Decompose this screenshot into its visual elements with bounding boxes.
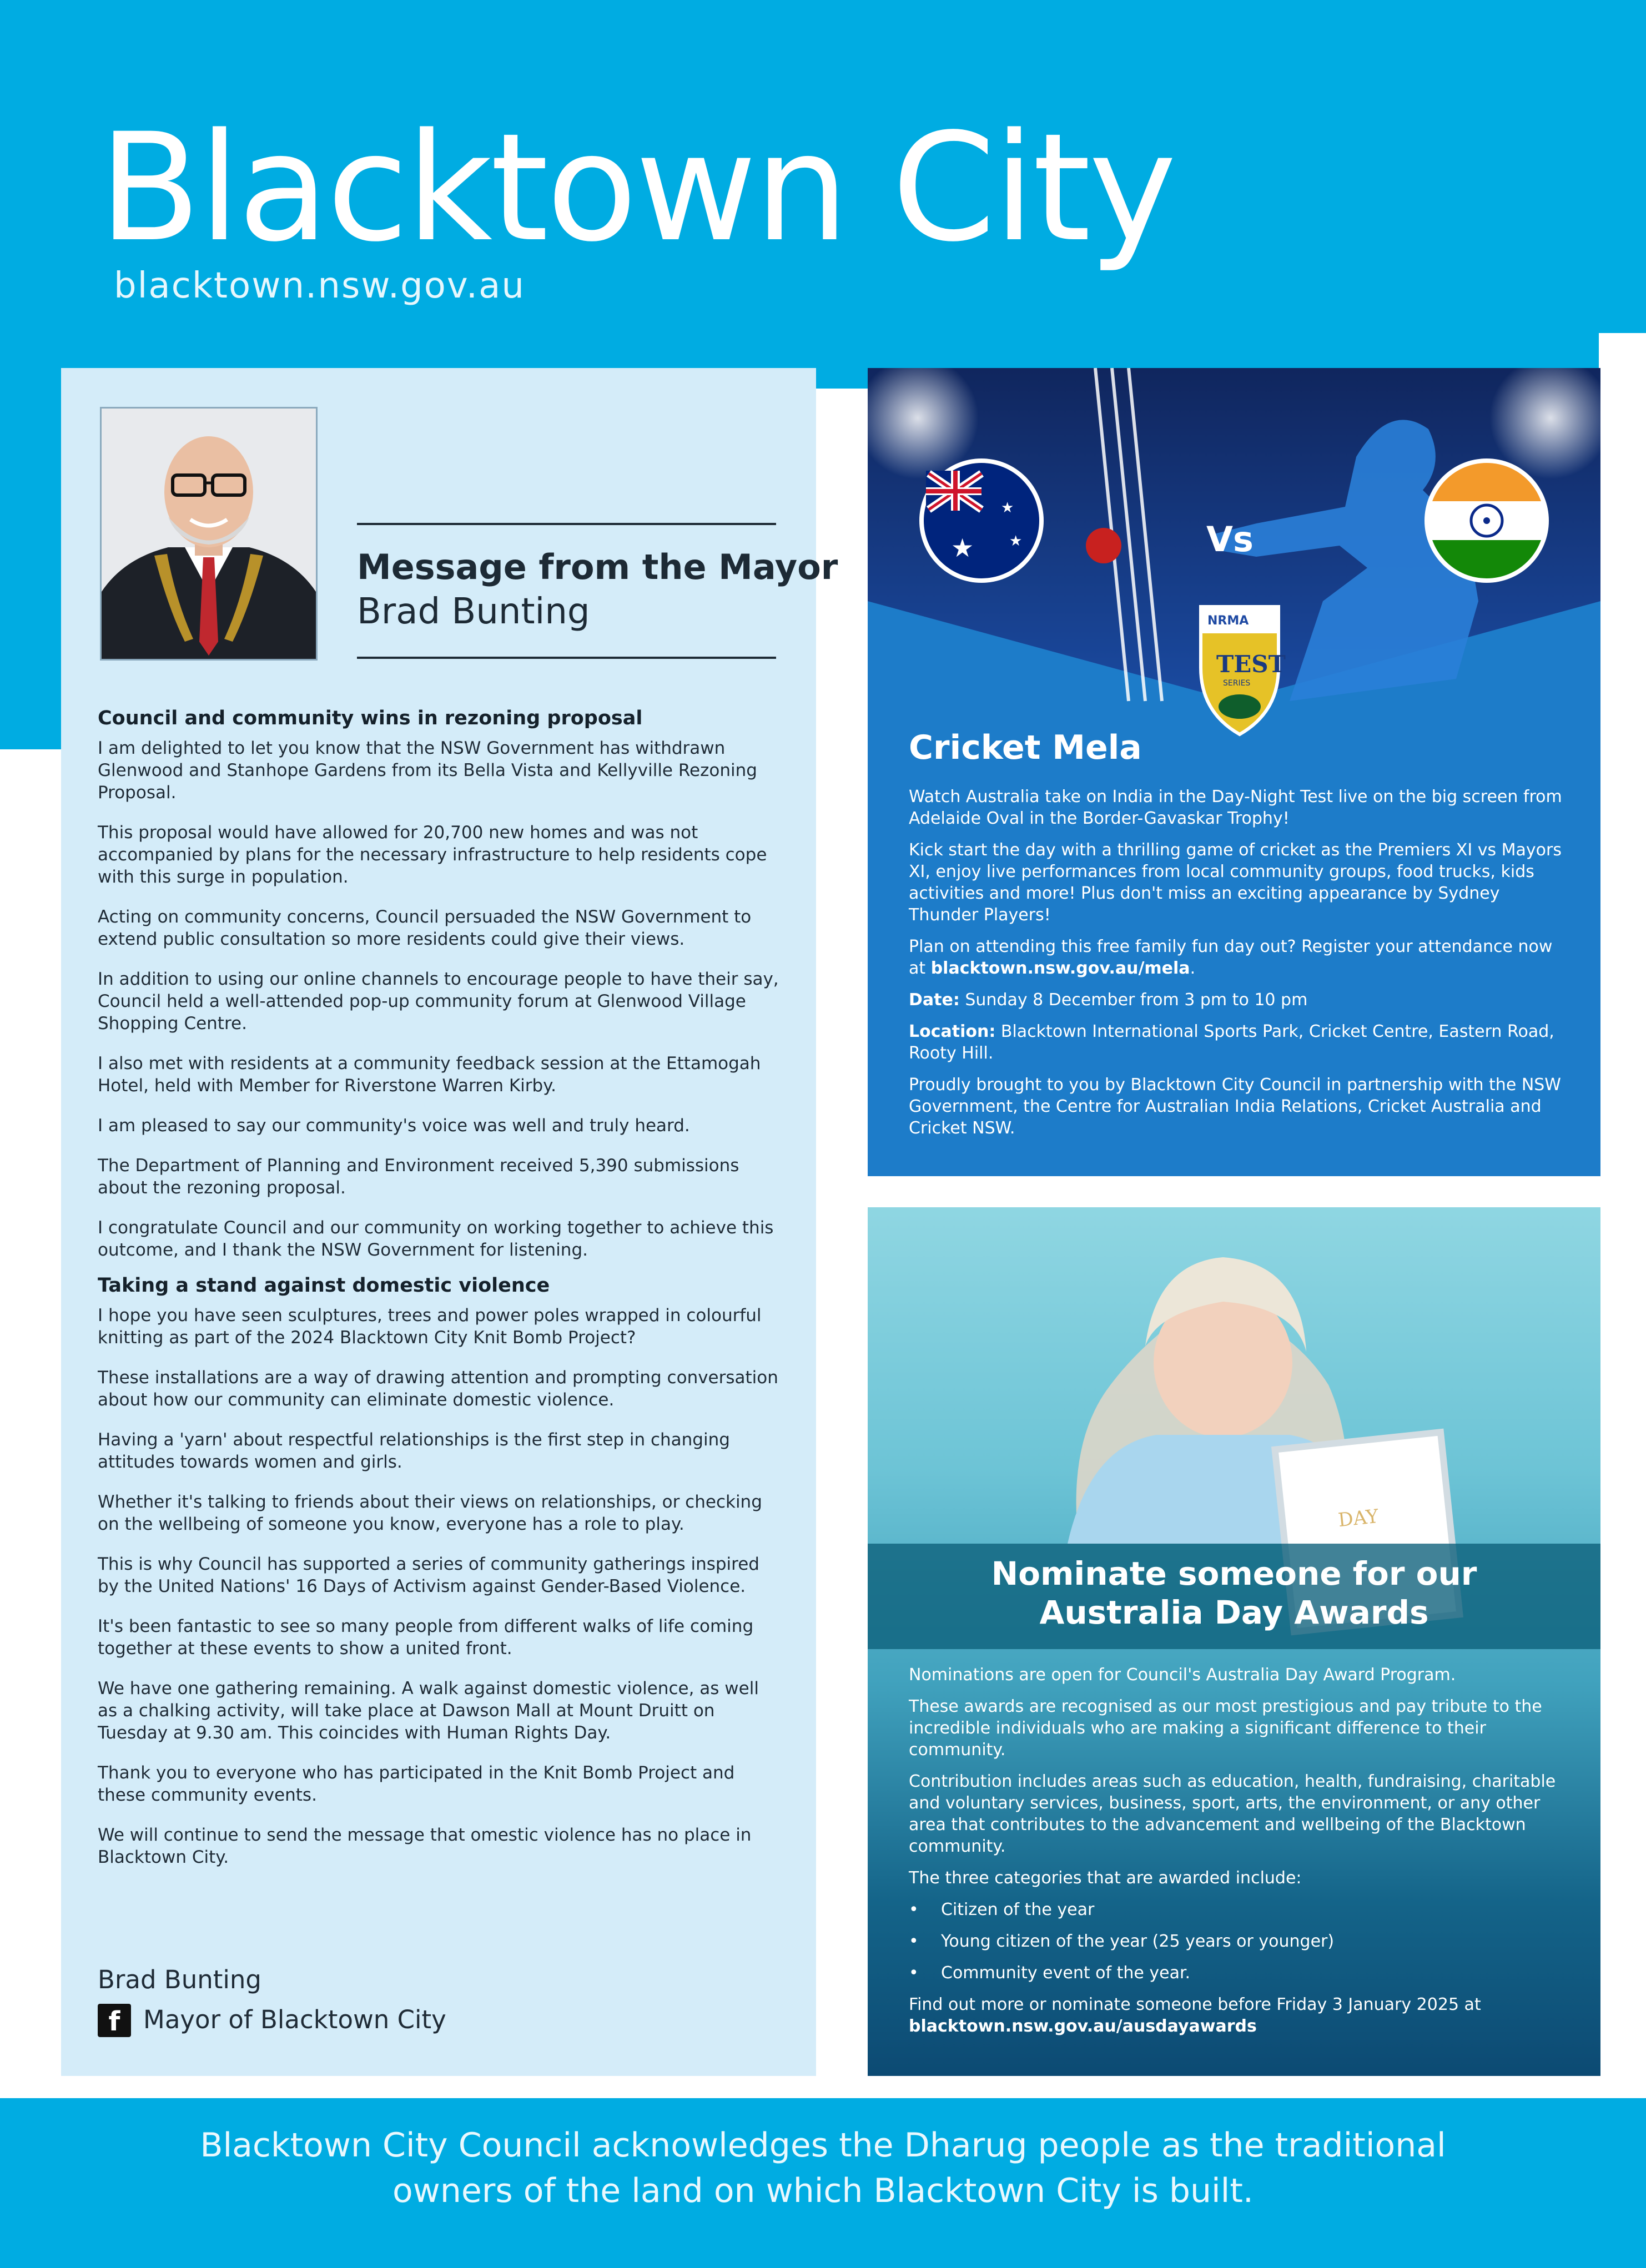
paragraph: In addition to using our online channels to encourage people to have their say, Council held a well-attended pop-up community forum at Glenwood Village Shopping Centre. [98, 969, 779, 1034]
facebook-icon[interactable]: f [98, 2004, 131, 2037]
paragraph: Whether it's talking to friends about their views on relationships, or checking on the wellbeing of someone you know, everyone has a role to play. [98, 1492, 762, 1534]
cricket-paragraph: Kick start the day with a thrilling game of cricket as the Premiers XI vs Mayors XI, enjoy live performances from local community groups, food trucks, kids activities and more! Plus don't miss an exciting appearance by Sydney Thunder Players! [909, 840, 1562, 925]
cricket-mela-title: Cricket Mela [909, 728, 1142, 767]
list-item: • Community event of the year. [909, 1962, 1569, 1984]
location-label: Location: [909, 1022, 996, 1041]
awards-paragraph: The three categories that are awarded include: [909, 1868, 1302, 1888]
svg-text:★: ★ [951, 533, 974, 563]
paragraph: I also met with residents at a community feedback session at the Ettamogah Hotel, held with Member for Riverstone Warren Kirby. [98, 1054, 761, 1096]
acknowledgement-of-country [111, 2123, 1535, 2214]
heading-bottom-rule [357, 657, 776, 659]
cricket-paragraph: Watch Australia take on India in the Day-Night Test live on the big screen from Adelaide Oval in the Border-Gavaskar Trophy! [909, 787, 1562, 828]
paragraph: This is why Council has supported a series of community gatherings inspired by the United Nations' 16 Days of Activism against Gender-Based Violence. [98, 1554, 759, 1596]
paragraph: The Department of Planning and Environment received 5,390 submissions about the rezoning proposal. [98, 1156, 739, 1198]
paragraph: These installations are a way of drawing attention and prompting conversation about how our community can eliminate domestic violence. [98, 1368, 778, 1410]
svg-text:TEST: TEST [1216, 651, 1286, 678]
cricket-partner-paragraph: Proudly brought to you by Blacktown City Council in partnership with the NSW Government, the Centre for Australian India Relations, Cricket Australia and Cricket NSW. [909, 1075, 1561, 1138]
facebook-page-link[interactable]: Mayor of Blacktown City [143, 2005, 446, 2034]
paragraph: Acting on community concerns, Council persuaded the NSW Government to extend public consultation so more residents could give their views. [98, 907, 752, 949]
section-heading-domestic-violence: Taking a stand against domestic violence [98, 1274, 550, 1297]
paragraph: Thank you to everyone who has participated in the Knit Bomb Project and these community events. [98, 1763, 735, 1805]
paragraph: It's been fantastic to see so many people from different walks of life coming together at these events to show a united front. [98, 1616, 754, 1659]
register-text: Plan on attending this free family fun day out? Register your attendance now at [909, 937, 1553, 978]
paragraph: Having a 'yarn' about respectful relationships is the first step in changing attitudes towards women and girls. [98, 1430, 730, 1472]
page-title: Blacktown City [99, 102, 1175, 275]
heading-top-rule [357, 523, 776, 525]
mayor-message-heading: Message from the Mayor [357, 547, 838, 587]
awards-paragraph: Nominations are open for Council's Australia Day Award Program. [909, 1665, 1456, 1685]
paragraph: I congratulate Council and our community on working together to achieve this outcome, and I thank the NSW Government for listening. [98, 1218, 774, 1260]
cricket-date [909, 989, 1564, 1011]
awards-heading-line: Nominate someone for our [991, 1555, 1477, 1592]
date-value: Sunday 8 December from 3 pm to 10 pm [965, 990, 1308, 1010]
signature-name: Brad Bunting [98, 1965, 261, 1994]
mayor-name: Brad Bunting [357, 591, 590, 632]
list-item: • Young citizen of the year (25 years or younger) [909, 1931, 1569, 1952]
paragraph: This proposal would have allowed for 20,700 new homes and was not accompanied by plans for the necessary infrastructure to help residents cope with this surge in population. [98, 823, 767, 887]
svg-text:★: ★ [1009, 533, 1023, 550]
list-item: • Citizen of the year [909, 1899, 1569, 1921]
paragraph: I am pleased to say our community's voice was well and truly heard. [98, 1116, 690, 1136]
website-url[interactable]: blacktown.nsw.gov.au [114, 265, 525, 306]
svg-text:★: ★ [1001, 500, 1014, 516]
cricket-location [909, 1021, 1564, 1064]
australia-flag-icon [919, 458, 1044, 583]
mayor-portrait [100, 407, 318, 661]
paragraph: I am delighted to let you know that the NSW Government has withdrawn Glenwood and Stanhope Gardens from its Bella Vista and Kellyville Rezoning Proposal. [98, 738, 757, 803]
mayor-message-body [98, 706, 781, 1886]
header-banner-extension [0, 389, 61, 749]
paragraph: We have one gathering remaining. A walk against domestic violence, as well as a chalking activity, will take place at Dawson Mall at Mount Druitt on Tuesday at 9.30 am. This coincides with Human Rights Day. [98, 1679, 759, 1743]
nominate-text: Find out more or nominate someone before Friday 3 January 2025 at [909, 1995, 1481, 2014]
certificate-text: DAY [1337, 1505, 1380, 1532]
section-heading-rezoning: Council and community wins in rezoning proposal [98, 707, 643, 729]
awards-content [909, 1664, 1569, 2047]
awards-paragraph: These awards are recognised as our most prestigious and pay tribute to the incredible individuals who are making a significant difference to their community. [909, 1697, 1542, 1760]
cricket-ball-icon [1086, 528, 1121, 563]
acknowledgement-line: Blacktown City Council acknowledges the Dharug people as the traditional [200, 2126, 1446, 2165]
awards-nominate-paragraph [909, 1994, 1569, 2037]
acknowledgement-line: owners of the land on which Blacktown City is built. [392, 2171, 1254, 2210]
vs-label: Vs [1206, 519, 1254, 560]
paragraph: I hope you have seen sculptures, trees and power poles wrapped in colourful knitting as part of the 2024 Blacktown City Knit Bomb Project? [98, 1306, 762, 1348]
awards-heading [868, 1554, 1600, 1632]
date-label: Date: [909, 990, 960, 1010]
cricket-mela-content [909, 728, 1564, 1149]
awards-paragraph: Contribution includes areas such as education, health, fundraising, charitable and voluntary services, business, sport, arts, the environment, or any other area that contributes to the advancement and wellbeing of the Blacktown community. [909, 1772, 1556, 1856]
mela-link[interactable]: blacktown.nsw.gov.au/mela [930, 959, 1190, 978]
cricket-register-paragraph: Plan on attending this free family fun day out? Register your attendance now at blacktown.nsw.gov.au/mela. [909, 937, 1553, 978]
paragraph: We will continue to send the message that omestic violence has no place in Blacktown City. [98, 1825, 752, 1867]
award-categories-list [909, 1899, 1569, 1984]
awards-heading-line: Australia Day Awards [1039, 1594, 1429, 1631]
location-value: Blacktown International Sports Park, Cricket Centre, Eastern Road, Rooty Hill. [909, 1022, 1554, 1063]
svg-text:NRMA: NRMA [1207, 614, 1249, 628]
ausdayawards-link[interactable]: blacktown.nsw.gov.au/ausdayawards [909, 2017, 1257, 2036]
svg-text:SERIES: SERIES [1223, 679, 1251, 688]
